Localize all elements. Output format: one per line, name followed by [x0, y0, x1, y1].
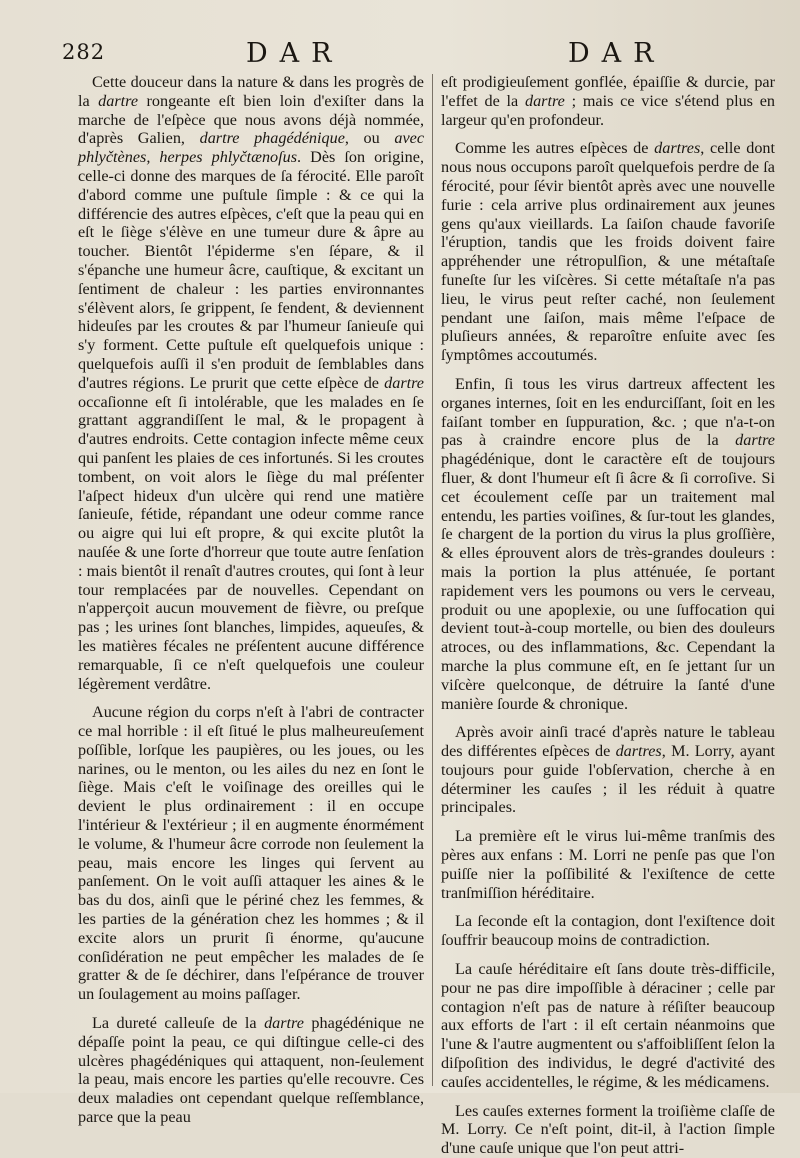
text-run: rongeante eſt bien loin d'exiſter dans la marche de l'eſpèce que nous avons déjà nommée, d'après Galien,	[78, 91, 425, 148]
paragraph	[441, 139, 775, 365]
text-run: Comme les autres eſpèces de	[455, 139, 655, 158]
italic-term: dartre	[524, 91, 565, 110]
text-run: , M. Lorry, ayant toujours pour guide l'obſervation, cherche à en déterminer les cauſes ; il les réduit à quatre principales.	[441, 742, 775, 817]
text-run: La cauſe héréditaire eſt ſans doute très-difficile, pour ne pas dire impoſſible à déraciner ; celle par contagion n'eſt pas de nature à réſiſter beaucoup aux efforts de l'art : il eſt certain néanmoins que l'une & l'autre augmentent ou s'affoibliſſent ſelon la diſpoſition des individus, le degré d'activité des cauſes accidentelles, le régime, & les médicamens.	[441, 960, 775, 1091]
text-run: La ſeconde eſt la contagion, dont l'exiſtence doit ſouffrir beaucoup moins de contradiction.	[441, 912, 775, 950]
paragraph	[441, 723, 775, 817]
text-run: La première eſt le virus lui-même tranſmis des pères aux enfans : M. Lorri ne penſe pas que l'on puiſſe nier la poſſibilité & l'exiſtence de cette tranſmiſſion héréditaire.	[441, 827, 775, 902]
italic-term: dartres	[615, 742, 662, 761]
text-run: Les cauſes externes forment la troiſième claſſe de M. Lorry. Ce n'eſt point, dit-il, à l'action ſimple d'une cauſe unique que l'on peut attri-	[441, 1101, 775, 1158]
paragraph	[78, 703, 424, 1004]
paragraph	[441, 375, 775, 713]
italic-term: avec phlyčtènes, herpes phlyčtænoſus	[78, 129, 425, 167]
right-column	[441, 73, 775, 1158]
page-number: 282	[62, 40, 106, 64]
running-header	[0, 38, 800, 74]
text-run: ; mais ce vice s'étend plus en largeur qu'en profondeur.	[441, 91, 775, 129]
italic-term: dartre phagédénique	[199, 129, 345, 148]
running-title-left: DAR	[246, 38, 344, 69]
paragraph	[441, 960, 775, 1092]
italic-term: dartre	[98, 91, 139, 110]
paragraph	[441, 73, 775, 129]
paragraph	[441, 1102, 775, 1158]
text-run: occaſionne eſt ſi intolérable, que les malades en ſe grattant aggrandiſſent le mal, & le propagent à d'autres endroits. Cette contagion infecte même ceux qui panſent les plaies de ces infortunés. Si les croutes tombent, on voit alors le ſiège du mal préſenter l'aſpect hideux d'un ulcère qui rend une matière ſanieuſe, fétide, répandant une odeur comme rance ou aigre qui lui eſt propre, & qui excite plutôt la nauſée & une ſorte d'horreur que toute autre ſenſation : mais bientôt il renaît d'autres croutes, qui ſont à leur tour remplacées par de nouvelles. Cependant on n'apperçoit aucun mouvement de fièvre, ou preſque pas ; les urines ſont blanches, limpides, aqueuſes, & les matières fécales ne préſentent aucune différence remarquable, ſi ce n'eſt quelquefois une couleur légèrement verdâtre.	[78, 392, 424, 693]
text-run: phagédénique, dont le caractère eſt de toujours fluer, & dont l'humeur eſt ſi âcre & ſi corroſive. Si cet écoulement ceſſe par un traitement mal entendu, les parties voiſines, & ſur-tout les glandes, ſe chargent de la portion du virus la plus groſſière, & elles éprouvent alors de très-grandes douleurs : mais la portion la plus atténuée, ſe portant rapidement vers les poumons ou vers le cerveau, produit ou une apoplexie, ou une ſuffocation qui devient tout-à-coup mortelle, ou bien des douleurs atroces, ou des inflammations, &c. Cependant la marche la plus commune eſt, en ſe jettant ſur un viſcère quelconque, de détruire la ſanté d'une manière ſourde & chronique.	[441, 450, 775, 713]
text-run: . Dès ſon origine, celle-ci donne des marques de ſa férocité. Elle paroît d'abord comme une puſtule ſimple : & ce qui la différencie des autres eſpèces, c'eſt que la peau qui en eſt le ſiège s'élève en une tumeur dure & âpre au toucher. Bientôt l'épiderme s'en ſépare, & il s'épanche une humeur âcre, cauſtique, & excitant un ſentiment de chaleur : les parties environnantes s'élèvent alors, ſe grippent, ſe fendent, & deviennent hideuſes par les croutes & par l'humeur ſanieuſe qui s'y forment. Cette puſtule eſt quelquefois unique : quelquefois auſſi il s'en produit de ſemblables dans d'autres régions. Le prurit que cette eſpèce de	[78, 148, 424, 392]
paragraph	[78, 73, 424, 693]
column-divider	[432, 74, 433, 1086]
paragraph	[441, 827, 775, 902]
italic-term: dartre	[735, 431, 775, 450]
text-run: Cette douceur dans la nature & dans les progrès de la	[78, 73, 424, 110]
text-run: eſt prodigieuſement gonflée, épaiſſie & durcie, par l'effet de la	[441, 73, 775, 110]
paragraph	[78, 1014, 424, 1127]
text-run: phagédénique ne dépaſſe point la peau, ce qui diſtingue celle-ci des ulcères phagédéniques qui attaquent, non-ſeulement la peau, mais encore les parties qu'elle recouvre. Ces deux maladies ont cependant quelque reſſemblance, parce que la peau	[78, 1014, 425, 1127]
text-run: Aucune région du corps n'eſt à l'abri de contracter ce mal horrible : il eſt ſitué le plus malheureuſement poſſible, lorſque les paupières, ou les joues, ou les narines, ou le menton, ou les ailes du nez en ſont le ſiège. Mais c'eſt le voiſinage des oreilles qui le devient le plus ordinairement : il en occupe l'intérieur & l'extérieur ; il en augmente énormément le volume, & l'humeur âcre corrode non ſeulement la peau, mais encore les linges qui ſervent au panſement. On le voit auſſi attaquer les aines & le bas du dos, ainſi que le périné chez les femmes, & les parties de la génération chez les hommes ; & il excite alors un prurit ſi énorme, qu'aucune conſidération ne peut empêcher les malades de ſe gratter & de ſe déchirer, dans l'eſpérance de trouver un ſoulagement au moins paſſager.	[78, 703, 424, 1004]
italic-term: dartre	[384, 373, 424, 392]
italic-term: dartres	[654, 139, 701, 158]
running-title-right: DAR	[568, 38, 666, 69]
text-run: Enfin, ſi tous les virus dartreux affectent les organes internes, ſoit en les endurciſſant, ſoit en les faiſant tomber en ſuppuration, &c. ; que n'a-t-on pas à craindre encore plus de la	[441, 374, 775, 450]
text-run: Après avoir ainſi tracé d'après nature le tableau des différentes eſpèces de	[441, 723, 775, 761]
paragraph	[441, 912, 775, 950]
italic-term: dartre	[264, 1014, 304, 1033]
text-run: , ou	[344, 129, 395, 148]
text-run: , celle dont nous nous occupons paroît quelquefois perdre de ſa férocité, pour ſévir bientôt après avec une nouvelle furie : cela arrive plus ordinairement aux jeunes gens qu'aux vieillards. La ſaiſon chaude favoriſe l'éruption, tandis que les froids doivent faire appréhender une rétropulſion, & une métaſtaſe funeſte ſur les viſcères. Si cette métaſtaſe n'a pas lieu, le virus peut reſter caché, non ſeulement pendant une ſaiſon, mais même l'eſpace de pluſieurs années, & reparoître enſuite avec ſes ſymptômes accoutumés.	[441, 139, 775, 365]
left-column	[78, 73, 425, 1127]
text-run: La dureté calleuſe de la	[92, 1014, 265, 1033]
